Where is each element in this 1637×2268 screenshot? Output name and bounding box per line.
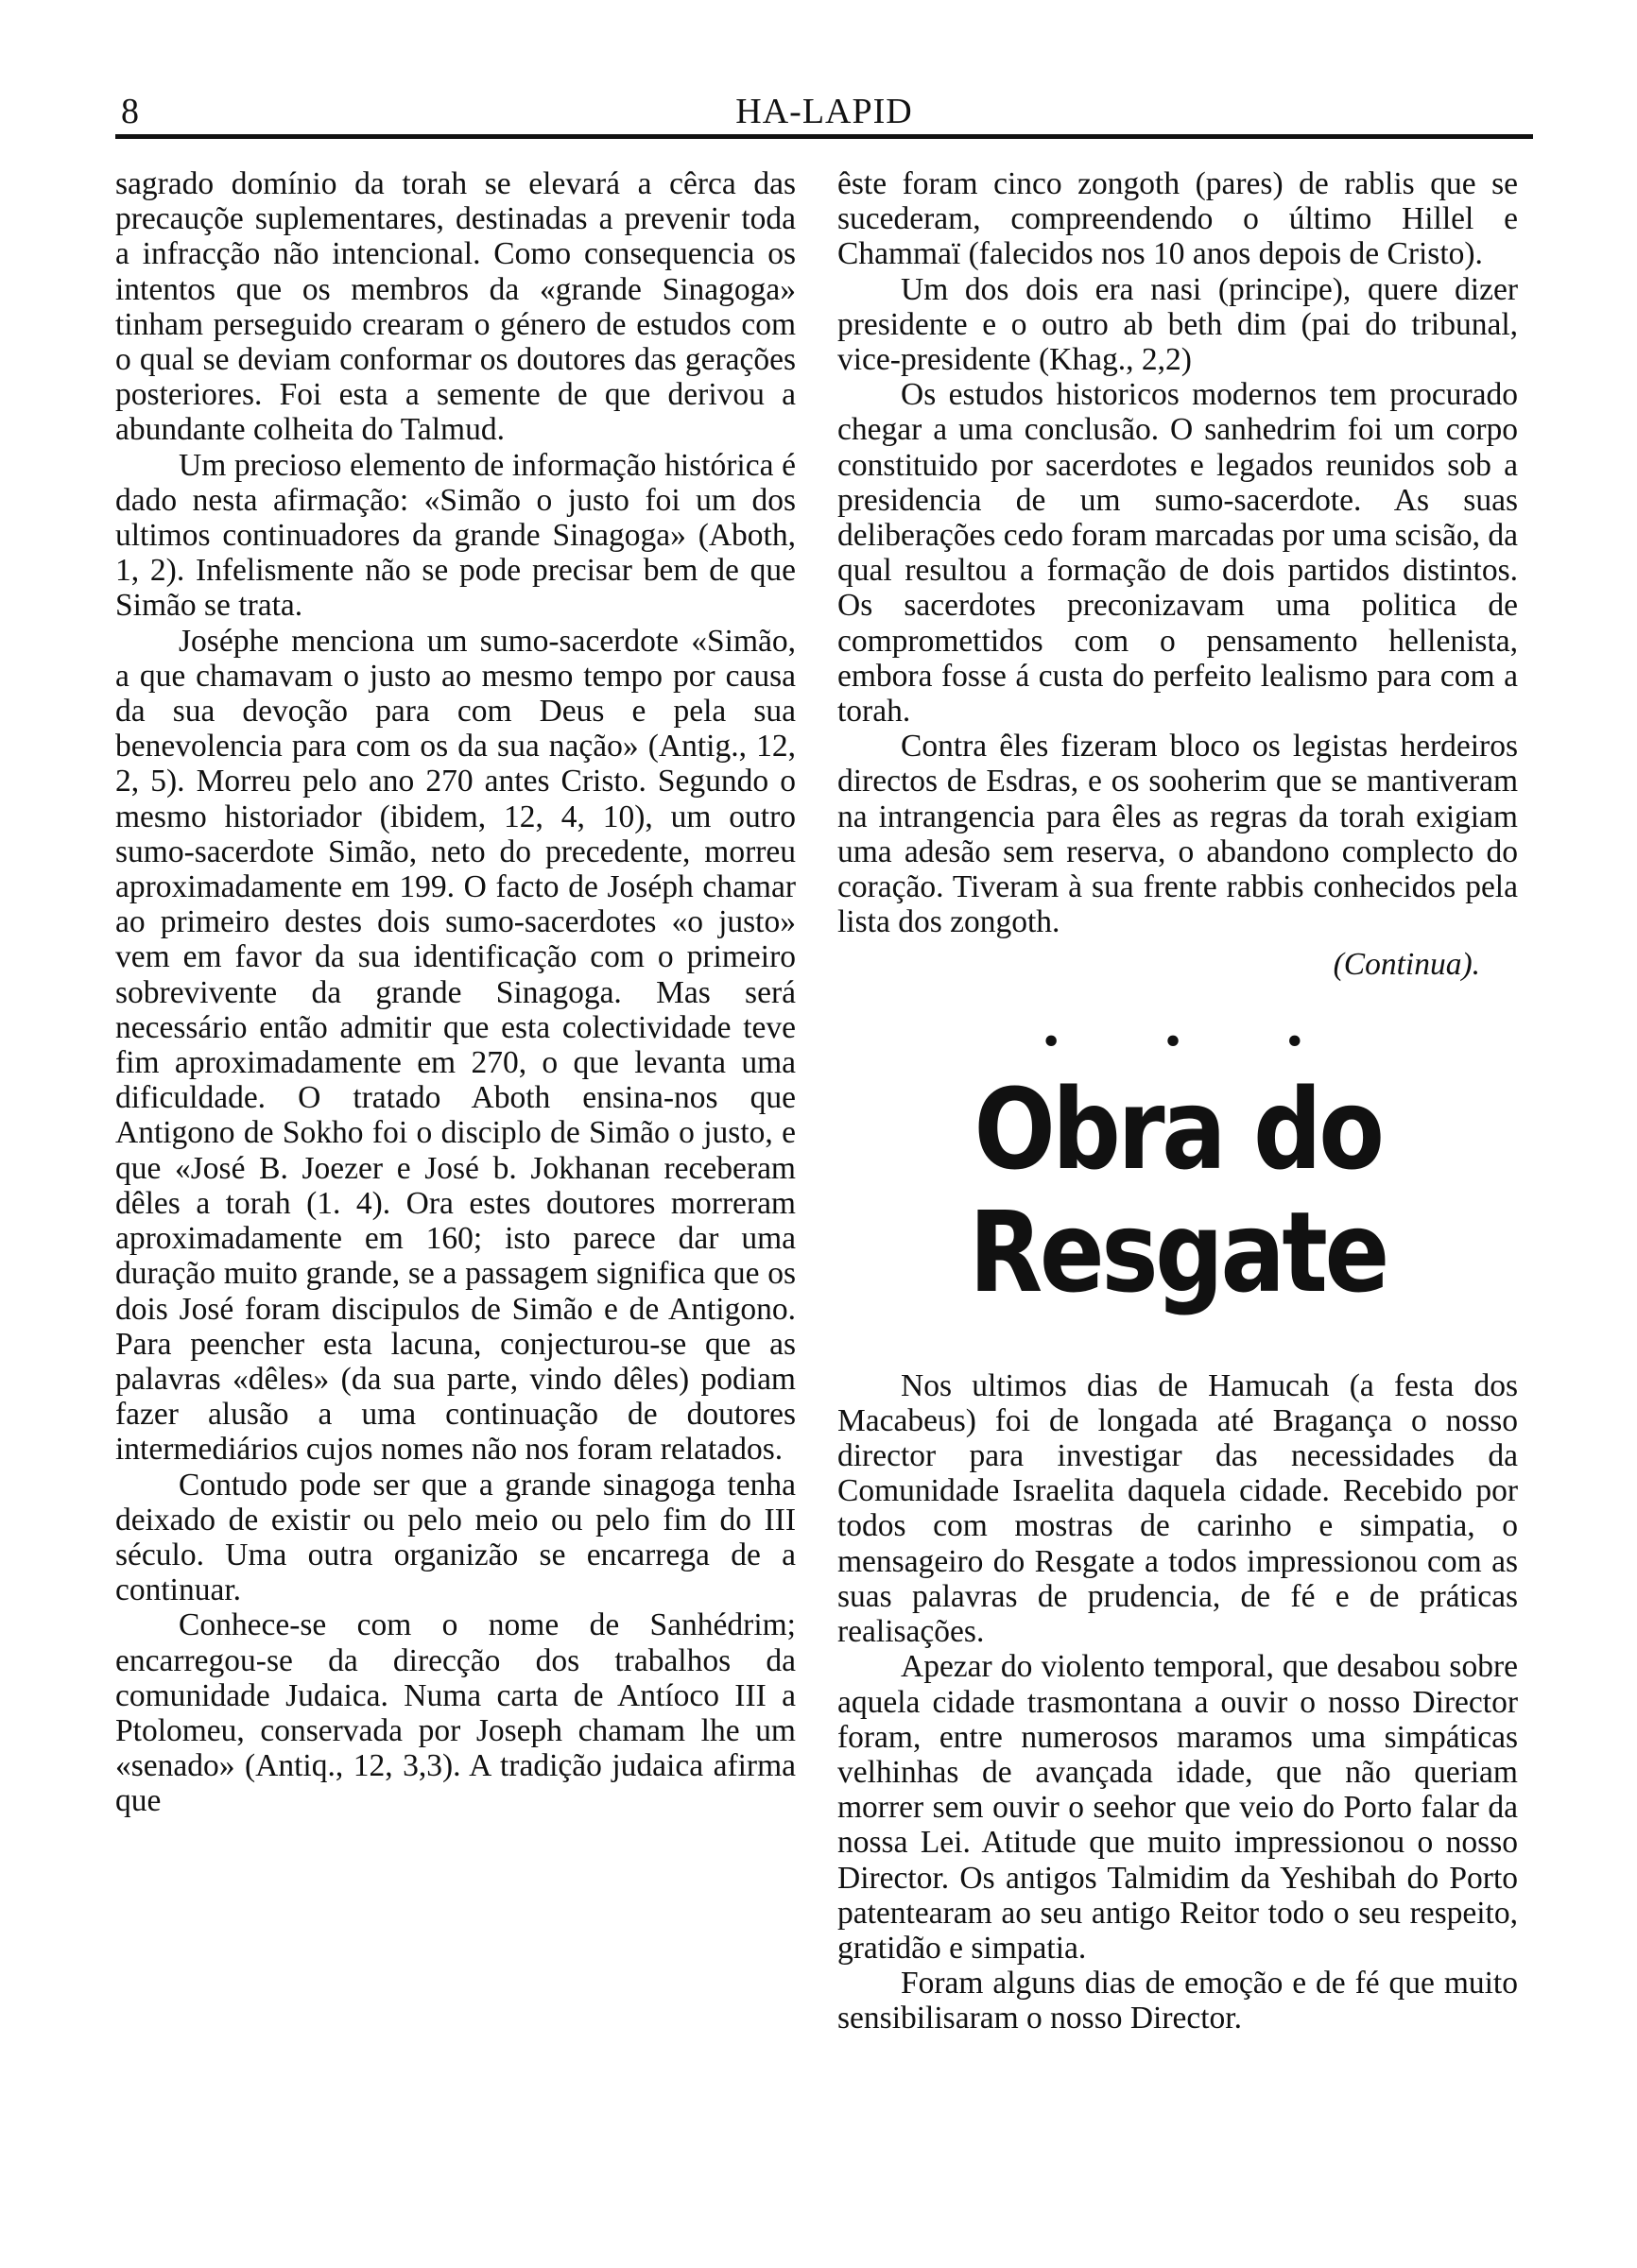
page-header [115,89,1533,134]
header-rule [115,134,1533,139]
paragraph: Um dos dois era nasi (principe), quere dizer presidente e o outro ab beth dim (pai do tribunal, vice-presidente (Khag., 2,2) [837,271,1518,378]
page-number: 8 [121,92,139,131]
continued-note: (Continua). [1333,947,1480,983]
paragraph: Um precioso elemento de informação histórica é dado nesta afirmação: «Simão o justo foi um dos ultimos continuadores da grande Sinagoga» (Aboth, 1, 2). Infelismente não se pode precisar bem de que Simão se trata. [115,447,796,624]
running-title: HA-LAPID [735,92,913,131]
section-separator: • • • [1043,1015,1351,1066]
paragraph: Contra êles fizeram bloco os legistas herdeiros directos de Esdras, e os sooherim que se mantiveram na intrangencia para êles as regras da torah exigiam uma adesão sem reserva, o abandono complecto do coração. Tiveram à sua frente rabbis conhecidos pela lista dos zongoth. [837,729,1518,940]
right-column [837,166,1518,2198]
paragraph: Contudo pode ser que a grande sinagoga tenha deixado de existir ou pelo meio ou pelo fim do III século. Uma outra organizão se encarrega de a continuar. [115,1467,796,1608]
paragraph: sagrado domínio da torah se elevará a cêrca das precauçõe suplementares, destinadas a prevenir toda a infracção não intencional. Como consequencia os intentos que os membros da «grande Sinagoga» tinham perseguido crearam o género de estudos com o qual se deviam conformar os doutores das gerações posteriores. Foi esta a semente de que derivou a abundante colheita do Talmud. [115,166,796,448]
paragraph: Foram alguns dias de emoção e de fé que muito sensibilisaram o nosso Director. [837,1966,1518,2036]
paragraph: Os estudos historicos modernos tem procurado chegar a uma conclusão. O sanhedrim foi um corpo constituido por sacerdotes e legados reunidos sob a presidencia de um sumo-sacerdote. As suas deliberações cedo foram marcadas por uma scisão, da qual resultou a formação de dois partidos distintos. Os sacerdotes preconizavam uma politica de compromettidos com o pensamento hellenista, embora fosse á custa do perfeito lealismo para com a torah. [837,377,1518,730]
paragraph: êste foram cinco zongoth (pares) de rablis que se sucederam, compreendendo o último Hillel e Chammaï (falecidos nos 10 anos depois de Cristo). [837,166,1518,272]
paragraph: Conhece-se com o nome de Sanhédrim; encarregou-se da direcção dos trabalhos da comunidade Judaica. Numa carta de Antíoco III a Ptolomeu, conservada por Joseph chamam lhe um «senado» (Antiq., 12, 3,3). A tradição judaica afirma que [115,1607,796,1819]
left-column [115,166,796,2198]
paragraph: Nos ultimos dias de Hamucah (a festa dos Macabeus) foi de longada até Bragança o nosso director para investigar das necessidades da Comunidade Israelita daquela cidade. Recebido por todos com mostras de carinho e simpatia, o mensageiro do Resgate a todos impressionou com as suas palavras de prudencia, de fé e de práticas realisações. [837,1367,1518,1650]
section-title: Obra do Resgate [969,1063,1387,1317]
paragraph: Joséphe menciona um sumo-sacerdote «Simão, a que chamavam o justo ao mesmo tempo por causa da sua devoção para com Deus e pela sua benevolencia para com os da sua nação» (Antig., 12, 2, 5). Morreu pelo ano 270 antes Cristo. Segundo o mesmo historiador (ibidem, 12, 4, 10), um outro sumo-sacerdote Simão, neto do precedente, morreu aproximadamente em 199. O facto de Joséph chamar ao primeiro destes dois sumo-sacerdotes «o justo» vem em favor da sua identificação com o primeiro sobrevivente da grande Sinagoga. Mas será necessário então admitir que esta colectividade teve fim aproximadamente em 270, o que levanta uma dificuldade. O tratado Aboth ensina-nos que Antigono de Sokho foi o disciplo de Simão o justo, e que «José B. Joezer e José b. Jokhanan receberam dêles a torah (1. 4). Ora estes doutores morreram aproximadamente em 160; isto parece dar uma duração muito grande, se a passagem significa que os dois José foram discipulos de Simão e de Antigono. Para peencher esta lacuna, conjecturou-se que as palavras «dêles» (da sua parte, vindo dêles) podiam fazer alusão a uma continuação de doutores intermediários cujos nomes não nos foram relatados. [115,623,796,1468]
paragraph: Apezar do violento temporal, que desabou sobre aquela cidade trasmontana a ouvir o nosso Director foram, entre numerosos maramos uma simpáticas velhinhas de avançada idade, que não queriam morrer sem ouvir o seehor que veio do Porto falar da nossa Lei. Atitude que muito impressionou o nosso Director. Os antigos Talmidim da Yeshibah do Porto patentearam ao seu antigo Reitor todo o seu respeito, gratidão e simpatia. [837,1649,1518,1966]
